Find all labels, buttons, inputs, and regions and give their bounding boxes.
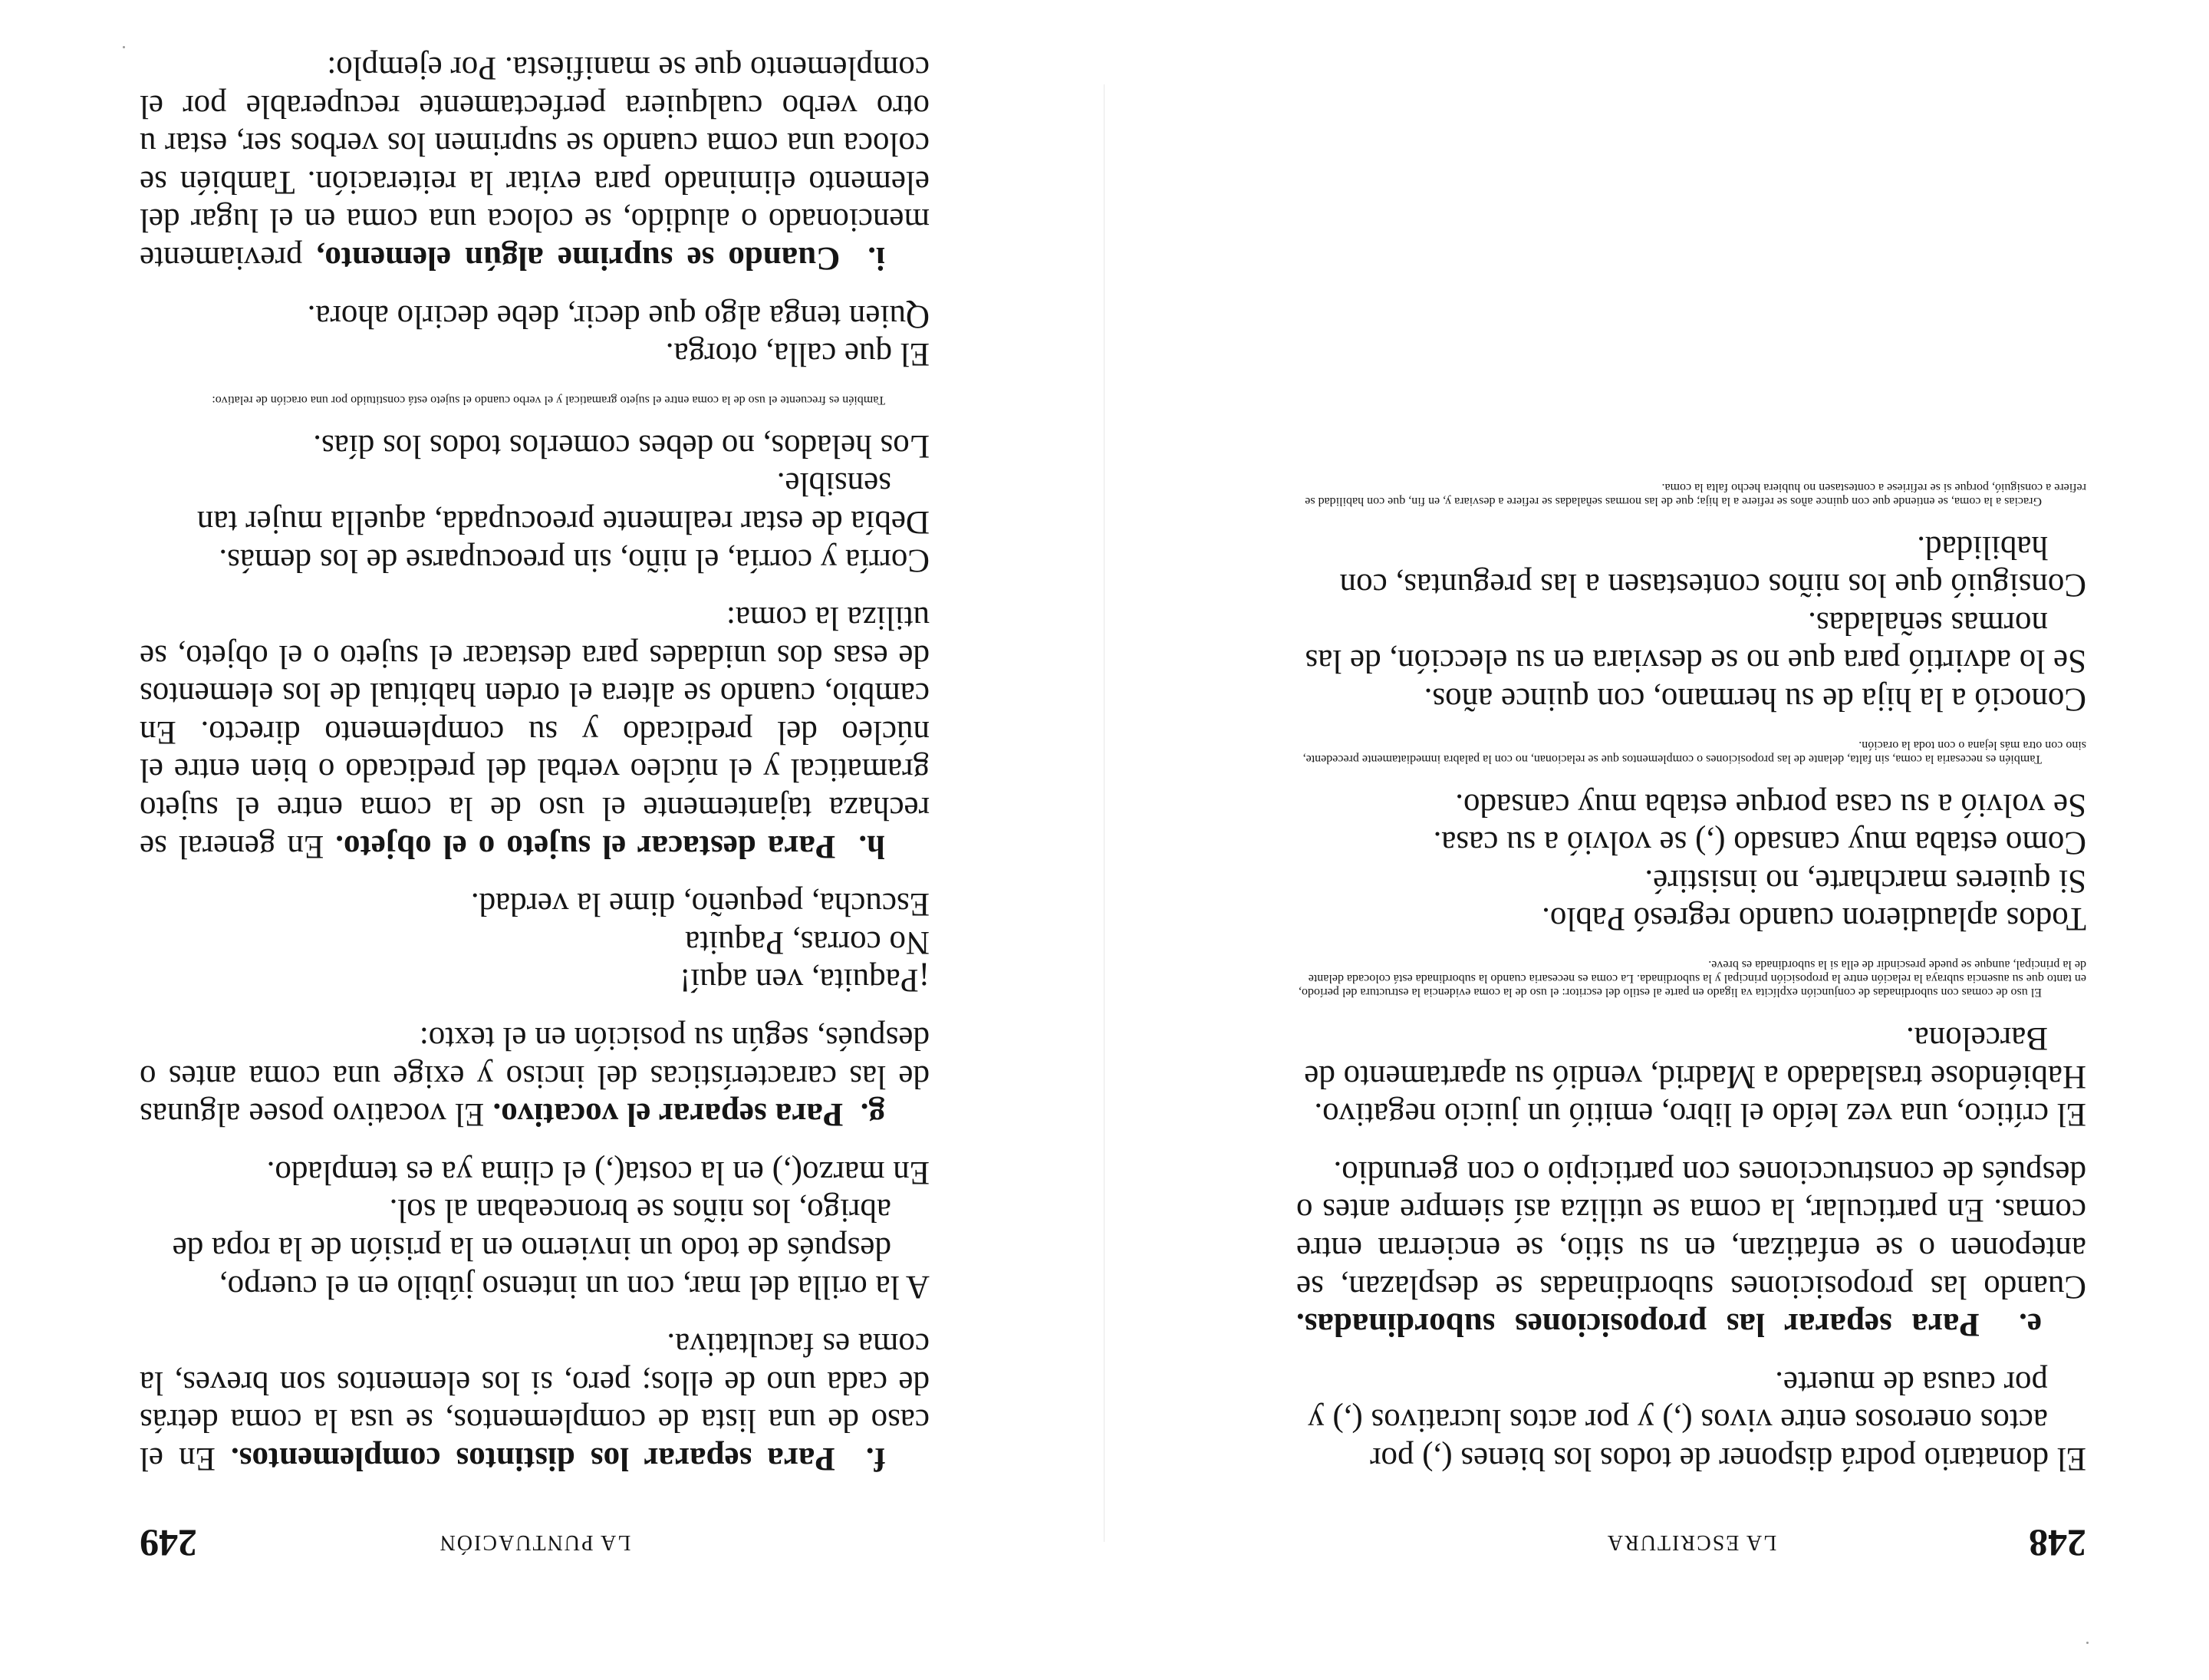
section-text: En general se rechaza tajantemente el uso de la coma entre el sujeto gramatical y el núcleo verbal del predicado o bien entre el núcleo del predicado y su complemento directo. En cambio, cuando se altera el orden habitual de los elementos de esas dos unidades para destacar el sujeto o el objeto, se utiliza la coma: [139, 600, 930, 865]
section-text: Cuando las proposiciones subordinadas se desplazan, se anteponen o se enfatizan, en su sitio, se encierran entre comas. En particular, la coma se utiliza así siempre antes o después de construcciones con participio o con gerundio. [1296, 1154, 2086, 1305]
example-sentence: No corras, Paquita [685, 924, 930, 960]
example-sentence: El donatario podrá disponer de todos los bienes (,) por actos onerosos entre vivos (,) y por actos lucrativos (,) y por causa de muerte. [1308, 1364, 2086, 1477]
example-sentence: En marzo(,) en la costa(,) el clima ya es templado. [266, 1154, 930, 1191]
example-sentence: Debía de estar realmente preocupada, aquella mujer tan sensible. [196, 466, 930, 540]
section-paragraph [140, 599, 930, 865]
example-sentence: El que calla, otorga. [665, 336, 930, 373]
page-number: 248 [2029, 1522, 2086, 1565]
running-head-right [140, 1522, 930, 1565]
example-sentence: Conoció a la hija de su hermano, con quince años. [1424, 681, 2086, 718]
body-paragraph: También es frecuente el uso de la coma entre el sujeto gramatical y el verbo cuando el sujeto está constituido por una oración de relativo: [212, 394, 885, 407]
example-sentence: ¡Paquita, ven aquí! [680, 962, 930, 999]
example-sentence: Se volvió a su casa porque estaba muy cansado. [1455, 786, 2086, 823]
section-label: h. [858, 828, 885, 865]
example-sentence: Habiéndose trasladado a Madrid, vendió su apartamento de Barcelona. [1304, 1020, 2086, 1095]
section-text: previamente mencionado o aludido, se coloca una coma en el lugar del elemento eliminado para evitar la reiteración. También se coloca una coma cuando se suprimen los verbos ser, estar u otro verbo cualquiera perfectamente recuperable por el complemento que se manifiesta. Por ejemplo: [139, 50, 930, 276]
running-title: LA ESCRITURA [1605, 1530, 1777, 1554]
section-heading: Para separar las proposiciones subordinadas. [1296, 1306, 1980, 1343]
running-title: LA PUNTUACIÓN [438, 1530, 631, 1554]
example-sentence: El crítico, una vez leído el libro, emitió un juicio negativo. [1314, 1096, 2086, 1133]
example-sentence: Se lo advirtió para que no se desviara en su elección, de las normas señaladas. [1305, 604, 2086, 680]
page-248 [1104, 0, 2209, 1680]
section-text: El vocativo posee algunas de las características del inciso y exige una coma antes o después, según su posición en el texto: [140, 1020, 930, 1133]
running-head-left [1296, 1522, 2086, 1565]
page-249 [0, 0, 1104, 1680]
scan-speck [123, 46, 125, 48]
section-paragraph [140, 1326, 930, 1477]
section-label: i. [867, 239, 885, 276]
example-sentence: Escucha, pequeño, dime la verdad. [470, 886, 930, 923]
section-heading: Para separar los distintos complementos. [230, 1441, 835, 1477]
example-sentence: Si quieres marcharte, no insistiré. [1644, 862, 2086, 899]
page-body-right [140, 48, 930, 1477]
section-text: En el caso de una lista de complementos, se usa la coma detrás de cada uno de ellos; pero, si los elementos son breves, la coma es facultativa. [139, 1326, 930, 1477]
section-heading: Para destacar el sujeto o el objeto. [335, 828, 836, 865]
section-label: g. [860, 1096, 885, 1133]
example-sentence: Consiguió que los niños contestasen a las preguntas, con habilidad. [1339, 529, 2086, 604]
section-label: f. [865, 1441, 885, 1477]
body-paragraph: También es necesaria la coma, sin falta, delante de las proposiciones o complementos que se relacionan, no con la palabra inmediatamente precedente, sino con otra más lejana o con toda la oración. [1302, 739, 2086, 766]
page-number: 249 [140, 1522, 197, 1565]
section-paragraph [140, 48, 930, 277]
body-paragraph: El uso de comas con subordinadas de conjunción explícita va ligado en parte al estilo del escritor: el uso de la coma evidencia la estructura del período, en tanto que su ausencia subraya la relación entre la proposición principal y la subordinada. La coma es necesaria cuando la subordinada está colocada delante de la principal, aunque se puede prescindir de ella si la subordinada es breve. [1299, 958, 2086, 1000]
example-sentence: Corría y corría, el niño, sin preocuparse de los demás. [219, 542, 930, 578]
section-heading: Cuando se suprime algún elemento, [316, 239, 841, 276]
example-sentence: A la orilla del mar, con un intenso júbilo en el cuerpo, después de todo un invierno en la prisión de la ropa de abrigo, los niños se bronceaban al sol. [172, 1192, 930, 1305]
page-body-left [1296, 480, 2086, 1477]
example-sentence: Quien tenga algo que decir, debe decirlo ahora. [307, 298, 930, 334]
scan-speck [2086, 1642, 2089, 1644]
example-sentence: Todos aplaudieron cuando regresó Pablo. [1542, 901, 2086, 937]
section-paragraph [140, 1019, 930, 1133]
body-paragraph: Gracias a la coma, se entiende que con quince años se refiere a la hija; que de las normas señaladas se refiere a desviara y, en fin, que con habilidad se refiere a consiguió, porque si se refiriese a contestasen no hubiera hecho falta la coma. [1305, 481, 2086, 509]
section-paragraph [1296, 1153, 2086, 1343]
section-heading: Para separar el vocativo. [492, 1096, 844, 1133]
section-label: e. [2019, 1306, 2042, 1343]
example-sentence: Los helados, no debes comerlos todos los días. [313, 427, 930, 464]
example-sentence: Como estaba muy cansado (,) se volvió a su casa. [1433, 825, 2086, 861]
